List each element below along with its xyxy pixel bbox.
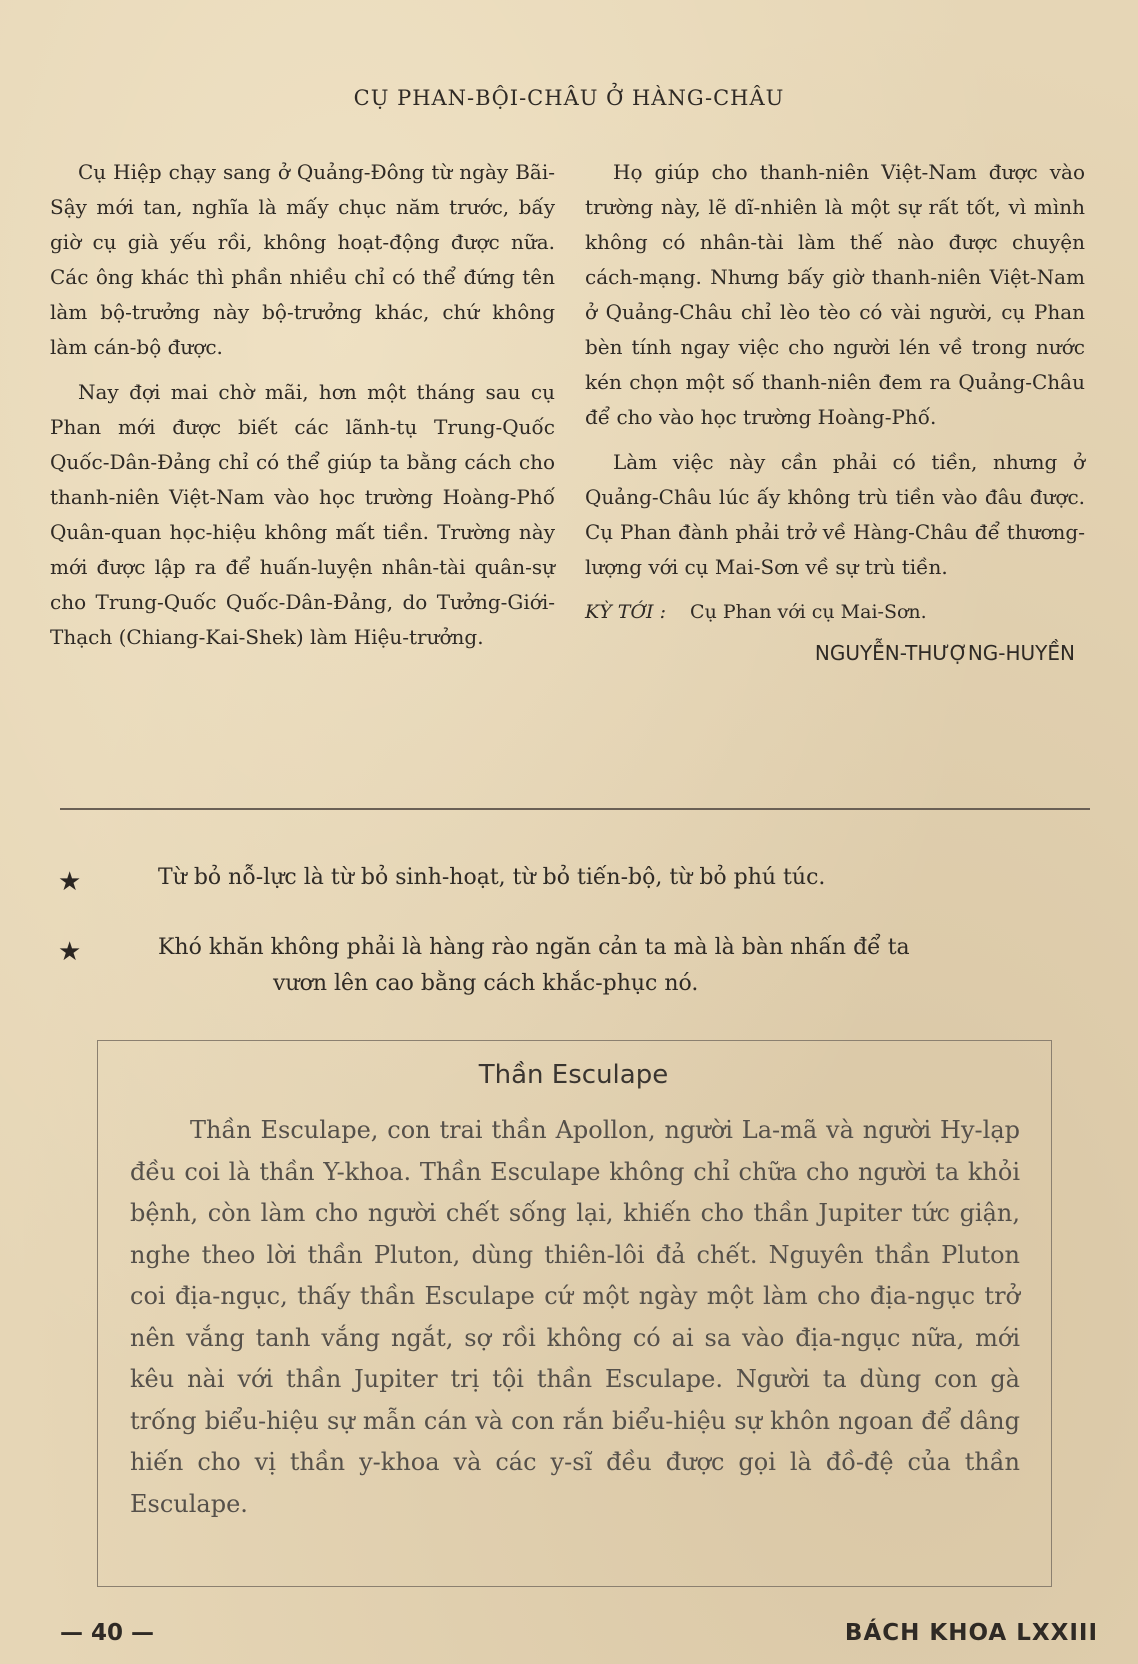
quote-text: Khó khăn không phải là hàng rào ngăn cản ta mà là bàn nhấn để ta xyxy=(158,935,910,960)
page-number: — 40 — xyxy=(60,1620,155,1646)
page-header: CỤ PHAN-BỘI-CHÂU Ở HÀNG-CHÂU xyxy=(353,86,785,110)
author-name: NGUYỄN-THƯỢNG-HUYỀN xyxy=(814,641,1075,665)
article-paragraph: Họ giúp cho thanh-niên Việt-Nam được vào trường này, lẽ dĩ-nhiên là một sự rất tốt, vì mình không có nhân-tài làm thế nào được chuyện cách-mạng. Nhưng bấy giờ thanh-niên Việt-Nam ở Quảng-Châu chỉ lèo tèo có vài người, cụ Phan bèn tính ngay việc cho người lén về trong nước kén chọn một số thanh-niên đem ra Quảng-Châu để cho vào học trường Hoàng-Phố. xyxy=(585,160,1085,429)
article-paragraph: Nay đợi mai chờ mãi, hơn một tháng sau cụ Phan mới được biết các lãnh-tụ Trung-Quốc Quốc-Dân-Đảng chỉ có thể giúp ta bằng cách cho thanh-niên Việt-Nam vào học trường Hoàng-Phố Quân-quan học-hiệu không mất tiền. Trường này mới được lập ra để huấn-luyện nhân-tài quân-sự cho Trung-Quốc Quốc-Dân-Đảng, do Tưởng-Giới-Thạch (Chiang-Kai-Shek) làm Hiệu-trưởng. xyxy=(50,380,555,649)
next-issue-note xyxy=(585,595,1085,630)
quote-1 xyxy=(58,860,1098,896)
section-divider xyxy=(60,808,1090,810)
next-issue-text: Cụ Phan với cụ Mai-Sơn. xyxy=(690,601,927,623)
magazine-title: BÁCH KHOA LXXIII xyxy=(844,1620,1098,1646)
quote-2 xyxy=(58,930,1098,1002)
star-icon: ★ xyxy=(58,867,82,897)
article-paragraph: Cụ Hiệp chạy sang ở Quảng-Đông từ ngày Bãi-Sậy mới tan, nghĩa là mấy chục năm trước, bấy giờ cụ già yếu rồi, không hoạt-động được nữa. Các ông khác thì phần nhiều chỉ có thể đứng tên làm bộ-trưởng này bộ-trưởng khác, chứ không làm cán-bộ được. xyxy=(50,160,555,359)
box-title: Thần Esculape xyxy=(478,1060,669,1090)
right-column xyxy=(585,155,1085,671)
star-icon: ★ xyxy=(58,937,82,967)
article-paragraph: Làm việc này cần phải có tiền, nhưng ở Quảng-Châu lúc ấy không trù tiền vào đâu được. Cụ Phan đành phải trở về Hàng-Châu để thương-lượng với cụ Mai-Sơn về sự trù tiền. xyxy=(585,450,1085,579)
quote-text: Từ bỏ nỗ-lực là từ bỏ sinh-hoạt, từ bỏ tiến-bộ, từ bỏ phú túc. xyxy=(158,865,826,890)
left-column xyxy=(50,155,555,665)
next-issue-label: KỲ TỚI : xyxy=(585,601,666,623)
box-body: Thần Esculape, con trai thần Apollon, người La-mã và người Hy-lạp đều coi là thần Y-khoa. Thần Esculape không chỉ chữa cho người ta khỏi bệnh, còn làm cho người chết sống lại, khiến cho thần Jupiter tức giận, nghe theo lời thần Pluton, dùng thiên-lôi đả chết. Nguyên thần Pluton coi địa-ngục, thấy thần Esculape cứ một ngày một làm cho địa-ngục trở nên vắng tanh vắng ngắt, sợ rồi không có ai sa vào địa-ngục nữa, mới kêu nài với thần Jupiter trị tội thần Esculape. Người ta dùng con gà trống biểu-hiệu sự mẫn cán và con rắn biểu-hiệu sự khôn ngoan để dâng hiến cho vị thần y-khoa và các y-sĩ đều được gọi là đồ-đệ của thần Esculape. xyxy=(130,1116,1020,1518)
quote-text-continued: vươn lên cao bằng cách khắc-phục nó. xyxy=(273,971,699,996)
